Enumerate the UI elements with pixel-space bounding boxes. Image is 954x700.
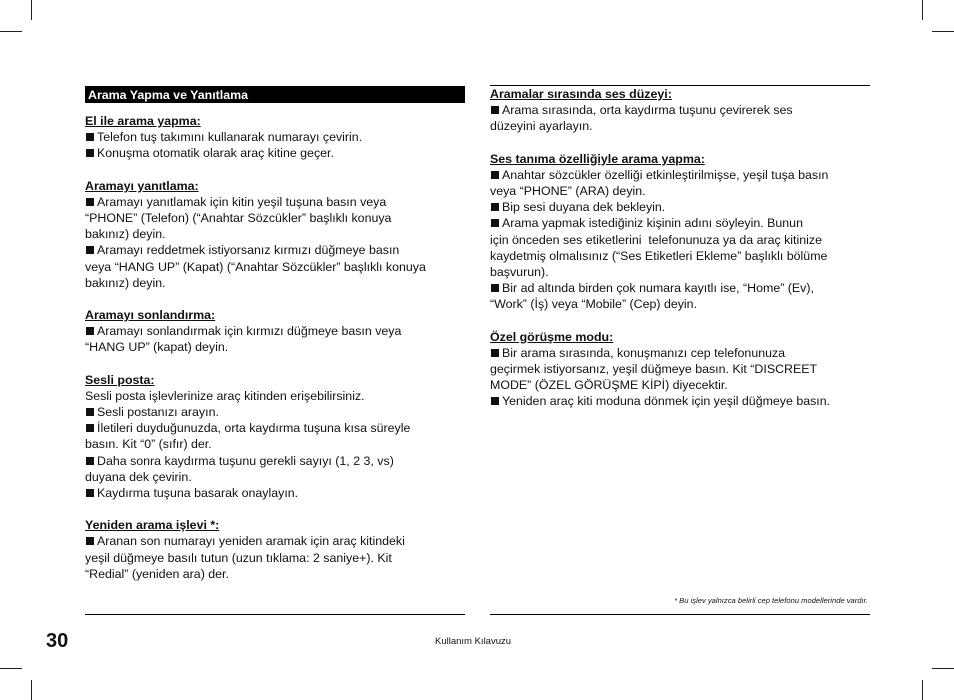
square-bullet-icon (86, 198, 94, 206)
paragraph-text: Anahtar sözcükler özelliği etkinleştirilmişse, yeşil tuşa basın veya “PHONE” (ARA) deyin. (490, 167, 829, 199)
left-column (85, 86, 465, 598)
paragraph (490, 167, 870, 199)
crop-mark (932, 668, 954, 669)
text-section (85, 178, 465, 291)
paragraph (490, 345, 870, 394)
paragraph (490, 199, 870, 215)
square-bullet-icon (491, 349, 499, 357)
crop-mark (932, 31, 954, 32)
footnote: * Bu işlev yalnızca belirli cep telefonu modellerinde vardır. (674, 596, 868, 605)
paragraph (490, 215, 870, 280)
crop-mark (31, 680, 32, 700)
paragraph-text: Aramayı sonlandırmak için kırmızı düğmeye basın veya “HANG UP” (kapat) deyin. (85, 324, 402, 355)
square-bullet-icon (491, 106, 499, 114)
paragraph-text: Arama yapmak istediğiniz kişinin adını söyleyin. Bunun için önceden ses etiketlerini telefonunuza ya da araç kitinize kaydetmiş olmalısınız (“Ses Etiketleri Ekleme” başlıklı bölüme başvurun). (490, 216, 828, 280)
paragraph (85, 194, 465, 243)
square-bullet-icon (86, 489, 94, 497)
paragraph-text: Konuşma otomatik olarak araç kitine geçer. (97, 146, 334, 161)
crop-mark (922, 0, 923, 20)
section-heading: Aramayı yanıtlama: (85, 178, 199, 193)
square-bullet-icon (86, 408, 94, 416)
paragraph (85, 453, 465, 485)
text-section (490, 151, 870, 313)
text-section (490, 329, 870, 410)
square-bullet-icon (86, 424, 94, 432)
paragraph-text: Yeniden araç kiti moduna dönmek için yeşil düğmeye basın. (502, 394, 831, 409)
paragraph (490, 102, 870, 134)
crop-mark (0, 668, 22, 669)
right-column (490, 86, 870, 426)
section-heading: El ile arama yapma: (85, 114, 201, 128)
paragraph-text: Telefon tuş takımını kullanarak numarayı çevirin. (97, 130, 363, 145)
square-bullet-icon (491, 284, 499, 292)
section-heading: Yeniden arama işlevi *: (85, 518, 220, 533)
paragraph (85, 533, 465, 582)
section-title: Arama Yapma ve Yanıtlama (85, 86, 465, 103)
text-section (85, 517, 465, 582)
paragraph (85, 242, 465, 291)
text-section (85, 113, 465, 162)
text-section (85, 307, 465, 356)
section-heading: Ses tanıma özelliğiyle arama yapma: (490, 151, 705, 166)
section-heading: Aramalar sırasında ses düzeyi: (490, 87, 672, 101)
paragraph-text: Kaydırma tuşuna basarak onaylayın. (97, 486, 299, 501)
section-heading: Aramayı sonlandırma: (85, 308, 216, 323)
crop-mark (0, 31, 22, 32)
square-bullet-icon (86, 133, 94, 141)
paragraph-text: Sesli postanızı arayın. (97, 405, 219, 420)
paragraph (85, 388, 465, 404)
paragraph (490, 280, 870, 312)
square-bullet-icon (491, 397, 499, 405)
square-bullet-icon (86, 327, 94, 335)
section-heading: Sesli posta: (85, 372, 155, 387)
page-number: 30 (46, 630, 69, 652)
bottom-rule-right (490, 614, 870, 615)
crop-mark (31, 0, 32, 20)
paragraph-text: Aramayı reddetmek istiyorsanız kırmızı düğmeye basın veya “HANG UP” (Kapat) (“Anahtar Sözcükler” başlıklı konuya bakınız) deyin. (85, 243, 426, 290)
paragraph-text: Daha sonra kaydırma tuşunu gerekli sayıyı (1, 2 3, vs) duyana dek çevirin. (85, 453, 394, 484)
paragraph-text: Bir ad altında birden çok numara kayıtlı ise, “Home” (Ev), “Work” (İş) veya “Mobile” (Cep) deyin. (490, 281, 814, 312)
square-bullet-icon (491, 219, 499, 227)
text-section (490, 86, 870, 135)
footer-label: Kullanım Kılavuzu (435, 636, 512, 647)
paragraph (85, 323, 465, 355)
paragraph-text: Aranan son numarayı yeniden aramak için araç kitindeki yeşil düğmeye basılı tutun (uzun tıklama: 2 saniye+). Kit “Redial” (yeniden ara) der. (85, 534, 405, 581)
bottom-rule-left (85, 614, 465, 615)
paragraph-text: Arama sırasında, orta kaydırma tuşunu çevirerek ses düzeyini ayarlayın. (490, 103, 793, 134)
paragraph (85, 129, 465, 145)
section-heading: Özel görüşme modu: (490, 329, 614, 344)
paragraph (490, 393, 870, 409)
paragraph (85, 145, 465, 161)
paragraph-text: Aramayı yanıtlamak için kitin yeşil tuşuna basın veya “PHONE” (Telefon) (“Anahtar Sözcükler” başlıklı konuya bakınız) deyin. (85, 194, 392, 242)
paragraph-text: İletileri duyduğunuzda, orta kaydırma tuşuna kısa süreyle basın. Kit “0” (sıfır) der. (85, 421, 411, 452)
paragraph-text: Bir arama sırasında, konuşmanızı cep telefonunuza geçirmek istiyorsanız, yeşil düğmeye basın. Kit “DISCREET MODE” (ÖZEL GÖRÜŞME KİPİ) diyecektir. (490, 345, 818, 393)
square-bullet-icon (491, 203, 499, 211)
crop-mark (922, 680, 923, 700)
paragraph-text: Bip sesi duyana dek bekleyin. (502, 200, 666, 215)
paragraph (85, 485, 465, 501)
paragraph (85, 420, 465, 452)
text-section (85, 372, 465, 502)
square-bullet-icon (86, 537, 94, 545)
square-bullet-icon (86, 246, 94, 254)
square-bullet-icon (86, 149, 94, 157)
square-bullet-icon (86, 457, 94, 465)
paragraph (85, 404, 465, 420)
square-bullet-icon (491, 171, 499, 179)
paragraph-text: Sesli posta işlevlerinize araç kitinden erişebilirsiniz. (85, 388, 365, 403)
